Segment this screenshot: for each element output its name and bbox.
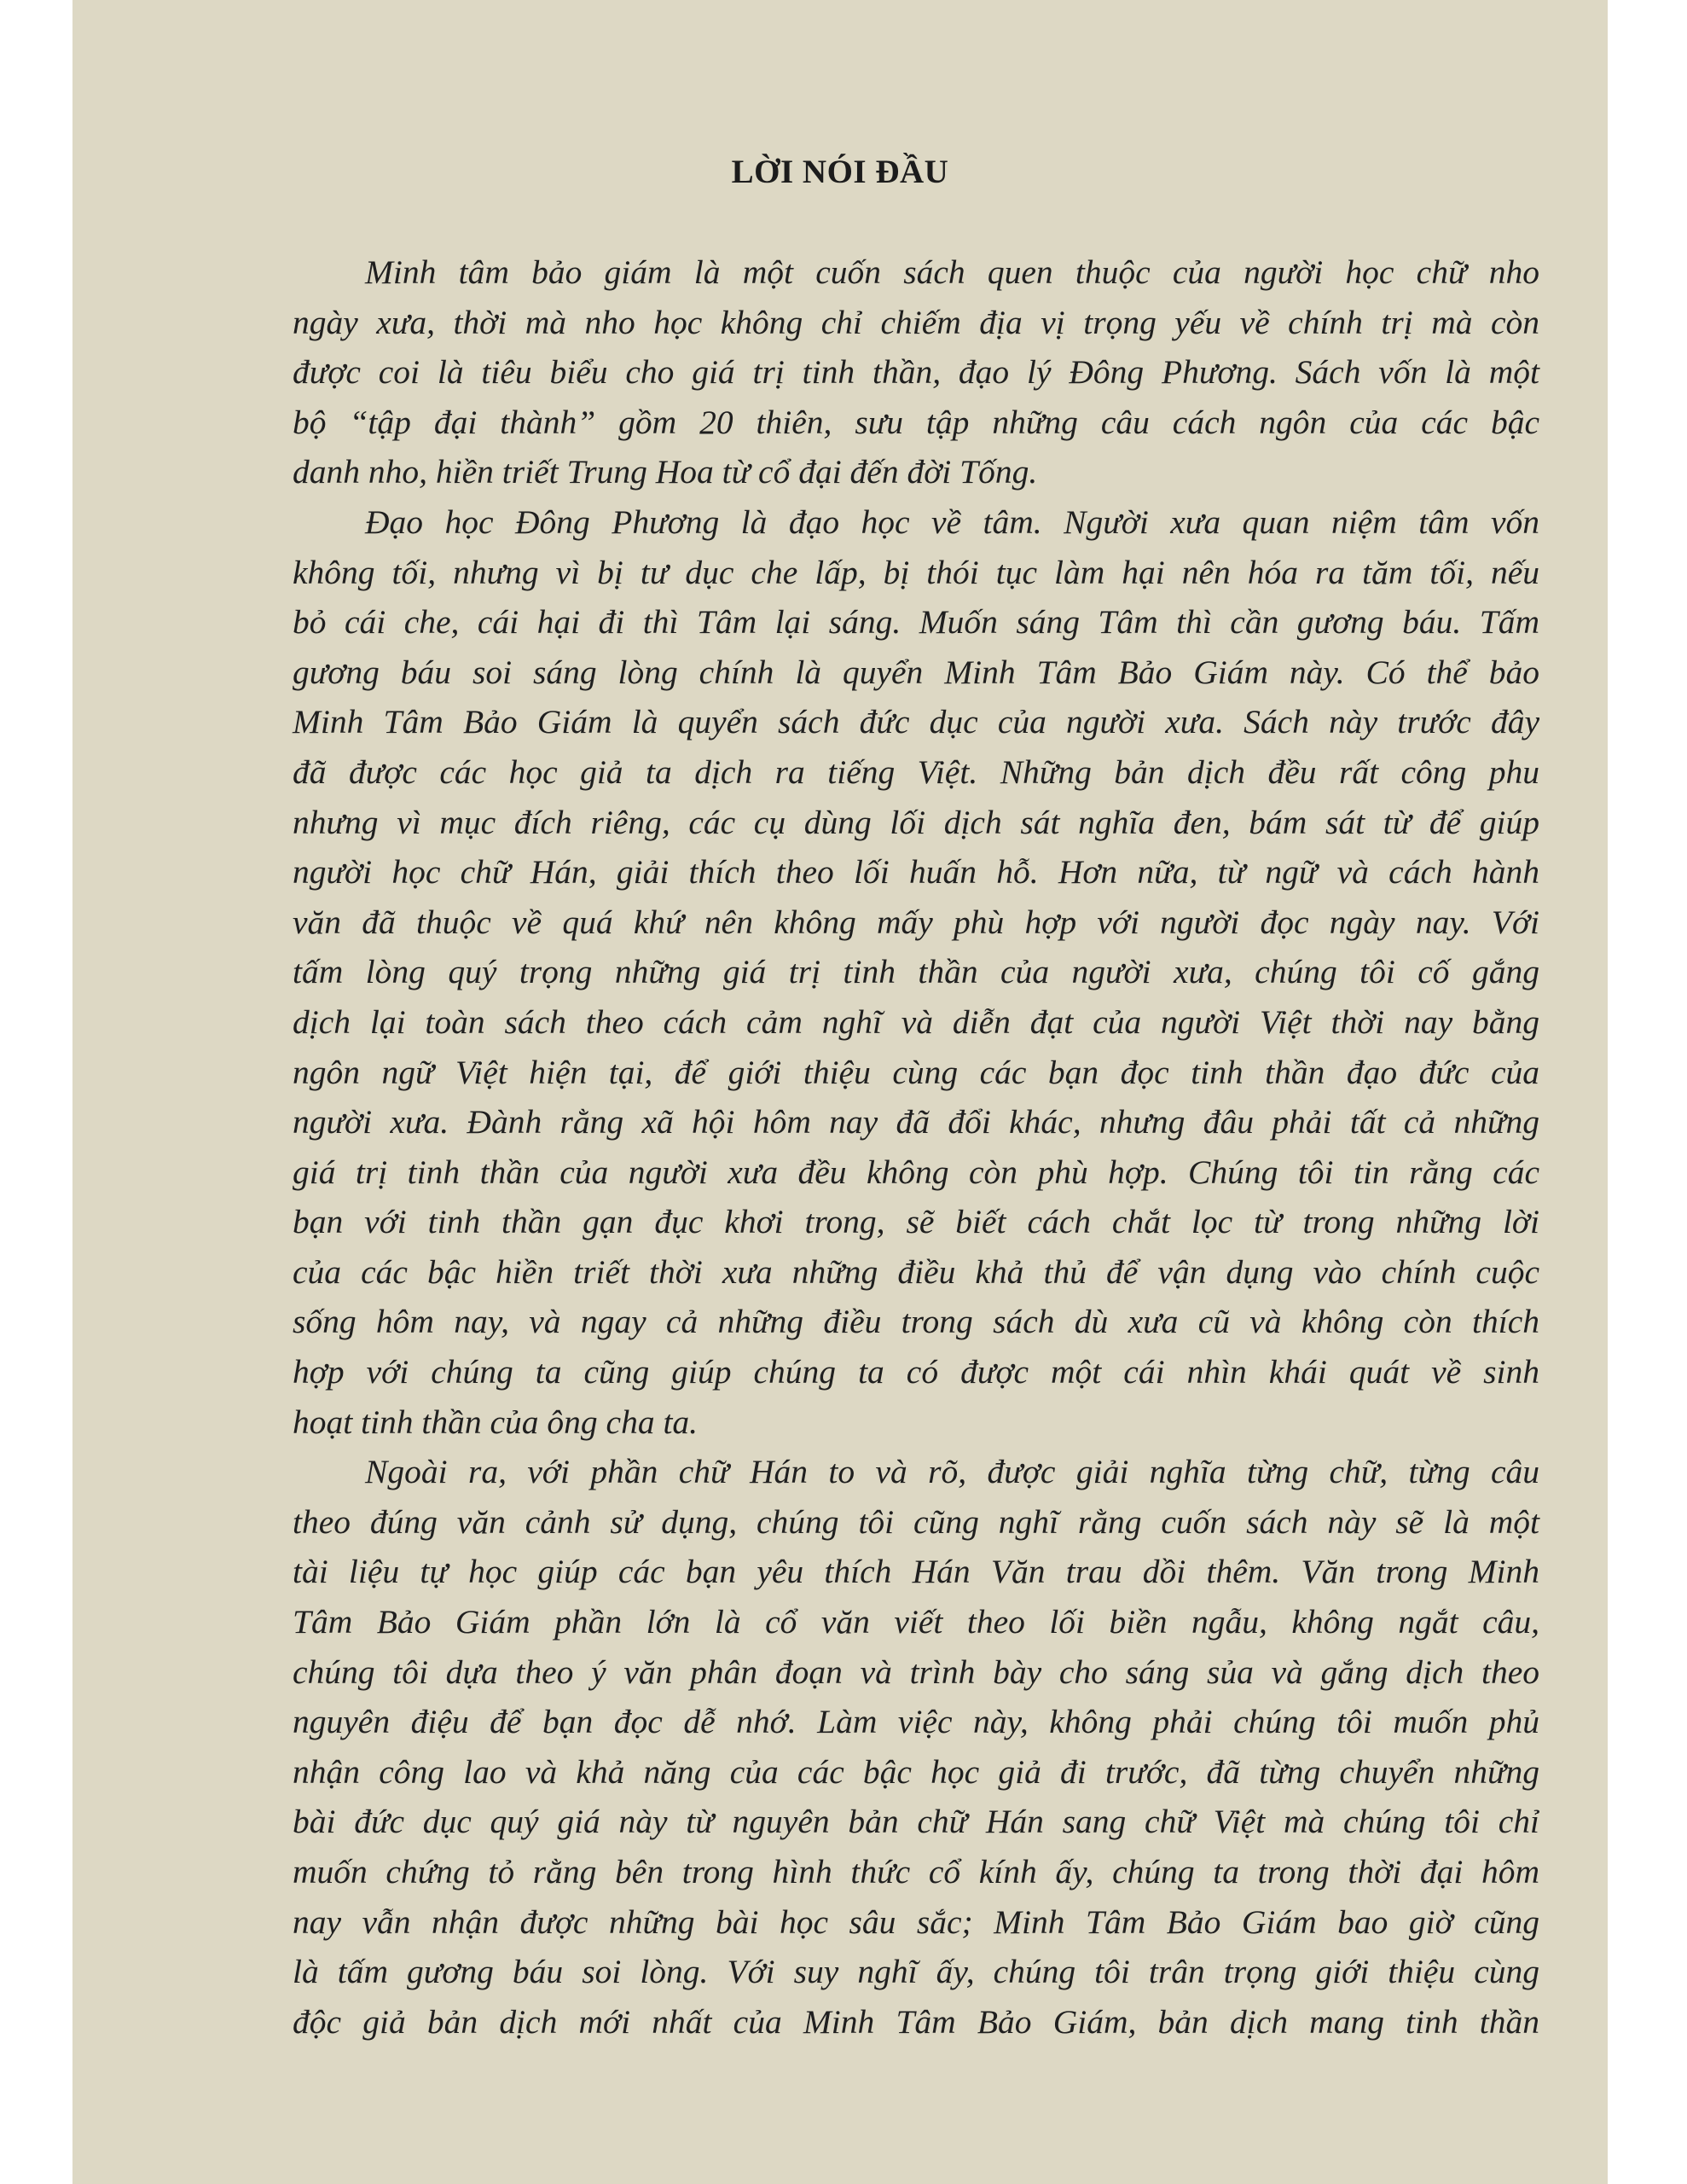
text-line: bộ “tập đại thành” gồm 20 thiên, sưu tập những câu cách ngôn của các bậc — [293, 403, 1539, 441]
text-line: hoạt tinh thần của ông cha ta. — [293, 1403, 699, 1441]
text-line: nhưng vì mục đích riêng, các cụ dùng lối dịch sát nghĩa đen, bám sát từ để giúp — [293, 803, 1539, 841]
text-line: của các bậc hiền triết thời xưa những điều khả thủ để vận dụng vào chính cuộc — [293, 1252, 1539, 1291]
document-page — [72, 0, 1608, 2184]
text-line: dịch lại toàn sách theo cách cảm nghĩ và diễn đạt của người Việt thời nay bằng — [293, 1002, 1539, 1041]
text-line: tấm lòng quý trọng những giá trị tinh thần của người xưa, chúng tôi cố gắng — [293, 953, 1539, 991]
paragraph — [293, 1447, 1539, 2047]
text-line: gương báu soi sáng lòng chính là quyển Minh Tâm Bảo Giám này. Có thể bảo — [293, 653, 1539, 691]
text-line: tài liệu tự học giúp các bạn yêu thích Hán Văn trau dồi thêm. Văn trong Minh — [293, 1553, 1539, 1591]
text-line: bài đức dục quý giá này từ nguyên bản chữ Hán sang chữ Việt mà chúng tôi chỉ — [293, 1803, 1539, 1841]
text-line: là tấm gương báu soi lòng. Với suy nghĩ ấy, chúng tôi trân trọng giới thiệu cùng — [293, 1953, 1539, 1991]
text-line: giá trị tinh thần của người xưa đều không còn phù hợp. Chúng tôi tin rằng các — [293, 1153, 1539, 1191]
text-line: nhận công lao và khả năng của các bậc học giả đi trước, đã từng chuyển những — [293, 1752, 1539, 1791]
text-line: danh nho, hiền triết Trung Hoa từ cổ đại đến đời Tống. — [293, 453, 1038, 491]
text-line: Tâm Bảo Giám phần lớn là cổ văn viết theo lối biền ngẫu, không ngắt câu, — [293, 1603, 1539, 1641]
text-line: độc giả bản dịch mới nhất của Minh Tâm Bảo Giám, bản dịch mang tinh thần — [293, 2002, 1539, 2041]
text-line: nay vẫn nhận được những bài học sâu sắc; Minh Tâm Bảo Giám bao giờ cũng — [293, 1902, 1539, 1941]
paragraph — [293, 247, 1539, 497]
text-line: sống hôm nay, và ngay cả những điều trong sách dù xưa cũ và không còn thích — [293, 1303, 1539, 1341]
text-line: Minh Tâm Bảo Giám là quyển sách đức dục của người xưa. Sách này trước đây — [293, 703, 1539, 741]
text-line: nguyên điệu để bạn đọc dễ nhớ. Làm việc này, không phải chúng tôi muốn phủ — [293, 1703, 1539, 1741]
body-text — [293, 247, 1539, 2047]
text-line: văn đã thuộc về quá khứ nên không mấy phù hợp với người đọc ngày nay. Với — [293, 903, 1539, 941]
text-line: Đạo học Đông Phương là đạo học về tâm. Người xưa quan niệm tâm vốn — [365, 502, 1539, 541]
text-line: người học chữ Hán, giải thích theo lối huấn hỗ. Hơn nữa, từ ngữ và cách hành — [293, 853, 1539, 892]
page-title: LỜI NÓI ĐẦU — [731, 154, 949, 190]
text-line: ngôn ngữ Việt hiện tại, để giới thiệu cùng các bạn đọc tinh thần đạo đức của — [293, 1053, 1539, 1091]
text-line: được coi là tiêu biểu cho giá trị tinh thần, đạo lý Đông Phương. Sách vốn là một — [293, 353, 1539, 392]
text-line: bạn với tinh thần gạn đục khơi trong, sẽ biết cách chắt lọc từ trong những lời — [293, 1203, 1539, 1241]
text-line: theo đúng văn cảnh sử dụng, chúng tôi cũng nghĩ rằng cuốn sách này sẽ là một — [293, 1502, 1539, 1541]
text-line: đã được các học giả ta dịch ra tiếng Việt. Những bản dịch đều rất công phu — [293, 752, 1539, 791]
text-line: không tối, nhưng vì bị tư dục che lấp, bị thói tục làm hại nên hóa ra tăm tối, nếu — [293, 553, 1539, 591]
paragraph — [293, 497, 1539, 1447]
text-line: Minh tâm bảo giám là một cuốn sách quen thuộc của người học chữ nho — [365, 253, 1539, 291]
text-line: muốn chứng tỏ rằng bên trong hình thức cổ kính ấy, chúng ta trong thời đại hôm — [293, 1853, 1539, 1891]
text-line: người xưa. Đành rằng xã hội hôm nay đã đổi khác, nhưng đâu phải tất cả những — [293, 1103, 1539, 1141]
text-line: ngày xưa, thời mà nho học không chỉ chiếm địa vị trọng yếu về chính trị mà còn — [293, 303, 1539, 341]
text-line: hợp với chúng ta cũng giúp chúng ta có được một cái nhìn khái quát về sinh — [293, 1353, 1539, 1391]
text-line: Ngoài ra, với phần chữ Hán to và rõ, được giải nghĩa từng chữ, từng câu — [365, 1453, 1539, 1491]
text-line: bỏ cái che, cái hại đi thì Tâm lại sáng. Muốn sáng Tâm thì cần gương báu. Tấm — [293, 603, 1539, 642]
text-line: chúng tôi dựa theo ý văn phân đoạn và trình bày cho sáng sủa và gắng dịch theo — [293, 1653, 1539, 1691]
